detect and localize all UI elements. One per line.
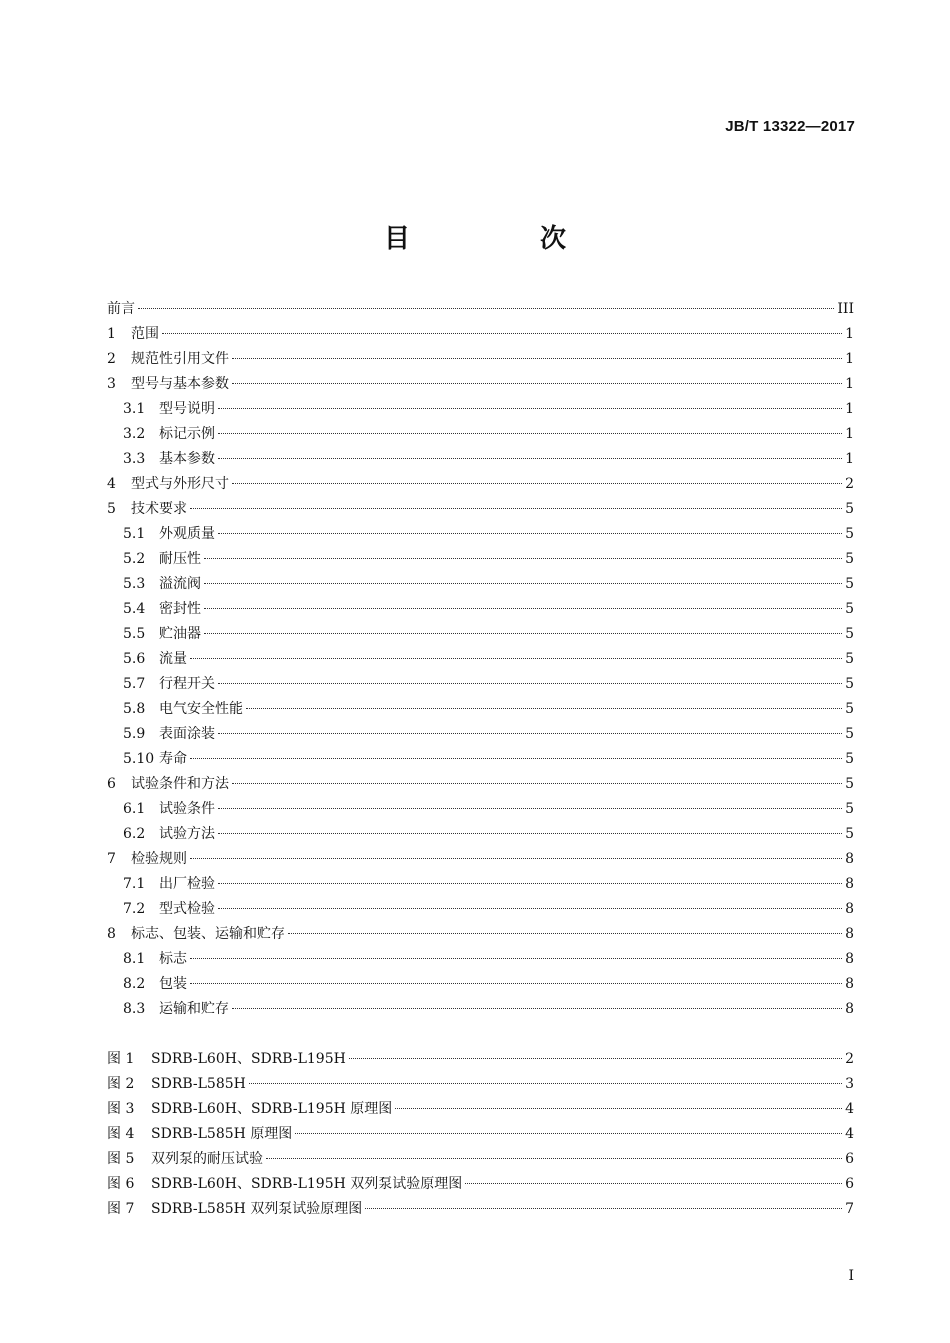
entry-page: 8	[845, 876, 854, 892]
entry-number: 5.4	[123, 601, 146, 617]
entry-page: 5	[845, 551, 854, 567]
figure-entry[interactable]	[107, 1047, 854, 1072]
dot-leader	[190, 858, 842, 859]
entry-label: 基本参数	[159, 451, 215, 467]
entry-page: 7	[845, 1201, 854, 1217]
entry-label: 电气安全性能	[159, 701, 243, 717]
entry-label: SDRB-L60H、SDRB-L195H	[151, 1051, 346, 1067]
entry-page: 5	[845, 526, 854, 542]
toc-entry[interactable]	[107, 322, 854, 347]
toc-entry[interactable]	[107, 772, 854, 797]
dot-leader	[246, 708, 842, 709]
entry-number: 图 3	[107, 1101, 135, 1117]
dot-leader	[232, 383, 842, 384]
entry-number: 图 1	[107, 1051, 135, 1067]
toc-entry[interactable]	[107, 647, 854, 672]
entry-number: 8.3	[123, 1001, 146, 1017]
entry-label: 行程开关	[159, 676, 215, 692]
toc-entry[interactable]	[107, 747, 854, 772]
toc-entry[interactable]	[107, 572, 854, 597]
dot-leader	[218, 883, 842, 884]
dot-leader	[218, 908, 842, 909]
entry-label: SDRB-L585H 双列泵试验原理图	[151, 1201, 363, 1217]
entry-label: 型式检验	[159, 901, 215, 917]
entry-page: 8	[845, 851, 854, 867]
dot-leader	[232, 358, 842, 359]
entry-page: 5	[845, 601, 854, 617]
entry-page: 5	[845, 826, 854, 842]
dot-leader	[266, 1158, 842, 1159]
dot-leader	[138, 308, 834, 309]
entry-label: 运输和贮存	[159, 1001, 229, 1017]
dot-leader	[349, 1058, 842, 1059]
entry-page: 5	[845, 801, 854, 817]
dot-leader	[218, 408, 842, 409]
entry-page: 8	[845, 901, 854, 917]
entry-page: 8	[845, 1001, 854, 1017]
entry-label: 耐压性	[159, 551, 201, 567]
dot-leader	[295, 1133, 842, 1134]
entry-label: 试验方法	[159, 826, 215, 842]
dot-leader	[190, 983, 842, 984]
dot-leader	[218, 808, 842, 809]
dot-leader	[218, 733, 842, 734]
entry-number: 7	[107, 851, 116, 867]
entry-label: 试验条件	[159, 801, 215, 817]
entry-page: 8	[845, 926, 854, 942]
figure-entry[interactable]	[107, 1197, 854, 1222]
entry-number: 4	[107, 476, 116, 492]
entry-label: 贮油器	[159, 626, 201, 642]
entry-label: 范围	[131, 326, 159, 342]
entry-page: 5	[845, 676, 854, 692]
entry-label: 包装	[159, 976, 187, 992]
entry-number: 5	[107, 501, 116, 517]
figure-entry[interactable]	[107, 1122, 854, 1147]
dot-leader	[395, 1108, 842, 1109]
entry-label: SDRB-L585H	[151, 1076, 246, 1092]
toc-entry[interactable]	[107, 697, 854, 722]
toc-entry[interactable]	[107, 797, 854, 822]
entry-number: 3.3	[123, 451, 146, 467]
entry-label: 溢流阀	[159, 576, 201, 592]
dot-leader	[190, 758, 842, 759]
entry-page: 1	[845, 401, 854, 417]
entry-page: 1	[845, 451, 854, 467]
entry-number: 5.1	[123, 526, 146, 542]
standard-code: JB/T 13322—2017	[725, 118, 855, 135]
dot-leader	[232, 1008, 842, 1009]
figure-entry[interactable]	[107, 1097, 854, 1122]
entry-page: 2	[845, 1051, 854, 1067]
toc-entry[interactable]	[107, 472, 854, 497]
entry-number: 8.1	[123, 951, 146, 967]
entry-number: 3	[107, 376, 116, 392]
toc-entry[interactable]	[107, 897, 854, 922]
entry-number: 6.1	[123, 801, 146, 817]
toc-entry[interactable]	[107, 497, 854, 522]
entry-page: 2	[845, 476, 854, 492]
dot-leader	[218, 533, 842, 534]
entry-number: 图 5	[107, 1151, 135, 1167]
dot-leader	[190, 508, 842, 509]
entry-page: 4	[845, 1126, 854, 1142]
entry-label: 寿命	[159, 751, 187, 767]
entry-page: 5	[845, 726, 854, 742]
entry-page: 5	[845, 776, 854, 792]
dot-leader	[249, 1083, 842, 1084]
entry-label: 前言	[107, 301, 135, 317]
entry-page: 5	[845, 626, 854, 642]
dot-leader	[162, 333, 842, 334]
toc-entry[interactable]	[107, 972, 854, 997]
entry-label: 检验规则	[131, 851, 187, 867]
entry-number: 5.9	[123, 726, 146, 742]
entry-label: 出厂检验	[159, 876, 215, 892]
entry-page: 8	[845, 976, 854, 992]
toc-entry[interactable]	[107, 922, 854, 947]
entry-label: 型号与基本参数	[131, 376, 229, 392]
entry-page: 1	[845, 376, 854, 392]
entry-number: 6.2	[123, 826, 146, 842]
entry-number: 图 6	[107, 1176, 135, 1192]
toc-entry[interactable]	[107, 547, 854, 572]
entry-number: 2	[107, 351, 116, 367]
figure-list	[107, 1047, 854, 1222]
toc-entry[interactable]	[107, 397, 854, 422]
dot-leader	[365, 1208, 842, 1209]
entry-number: 图 4	[107, 1126, 135, 1142]
entry-number: 5.6	[123, 651, 146, 667]
dot-leader	[218, 458, 842, 459]
dot-leader	[204, 583, 842, 584]
entry-number: 图 7	[107, 1201, 135, 1217]
entry-page: 6	[845, 1151, 854, 1167]
toc-entry[interactable]	[107, 372, 854, 397]
dot-leader	[232, 483, 842, 484]
entry-label: 技术要求	[131, 501, 187, 517]
entry-label: 流量	[159, 651, 187, 667]
entry-number: 5.5	[123, 626, 146, 642]
entry-page: 5	[845, 651, 854, 667]
toc-entry[interactable]	[107, 597, 854, 622]
entry-number: 5.2	[123, 551, 146, 567]
entry-number: 6	[107, 776, 116, 792]
dot-leader	[232, 783, 842, 784]
toc-entry[interactable]	[107, 297, 854, 322]
toc-entry[interactable]	[107, 347, 854, 372]
entry-number: 3.1	[123, 401, 146, 417]
entry-number: 7.2	[123, 901, 146, 917]
dot-leader	[204, 558, 842, 559]
toc-entry[interactable]	[107, 847, 854, 872]
entry-label: 密封性	[159, 601, 201, 617]
entry-number: 5.3	[123, 576, 146, 592]
entry-page: 8	[845, 951, 854, 967]
entry-number: 3.2	[123, 426, 146, 442]
entry-number: 8.2	[123, 976, 146, 992]
entry-label: SDRB-L60H、SDRB-L195H 原理图	[151, 1101, 393, 1117]
entry-page: 5	[845, 701, 854, 717]
entry-page: 3	[845, 1076, 854, 1092]
toc-entry[interactable]	[107, 872, 854, 897]
dot-leader	[218, 433, 842, 434]
toc-entry[interactable]	[107, 672, 854, 697]
dot-leader	[190, 958, 842, 959]
entry-label: 双列泵的耐压试验	[151, 1151, 263, 1167]
entry-page: 1	[845, 351, 854, 367]
entry-label: 试验条件和方法	[131, 776, 229, 792]
entry-label: 表面涂装	[159, 726, 215, 742]
dot-leader	[204, 608, 842, 609]
figure-entry[interactable]	[107, 1147, 854, 1172]
entry-number: 7.1	[123, 876, 146, 892]
dot-leader	[218, 833, 842, 834]
entry-number: 8	[107, 926, 116, 942]
entry-number: 5.10	[123, 751, 155, 767]
page-title: 目 次	[383, 224, 618, 254]
entry-page: 5	[845, 501, 854, 517]
entry-page: III	[837, 301, 854, 317]
toc-entry[interactable]	[107, 447, 854, 472]
dot-leader	[204, 633, 842, 634]
entry-label: 标志、包装、运输和贮存	[131, 926, 285, 942]
entry-page: 6	[845, 1176, 854, 1192]
entry-number: 1	[107, 326, 116, 342]
entry-number: 5.8	[123, 701, 146, 717]
toc-entry[interactable]	[107, 997, 854, 1022]
entry-label: 规范性引用文件	[131, 351, 229, 367]
entry-label: 型式与外形尺寸	[131, 476, 229, 492]
toc-list	[107, 297, 854, 1022]
toc-entry[interactable]	[107, 522, 854, 547]
toc-entry[interactable]	[107, 422, 854, 447]
toc-entry[interactable]	[107, 822, 854, 847]
entry-page: 1	[845, 426, 854, 442]
toc-entry[interactable]	[107, 722, 854, 747]
entry-page: 5	[845, 751, 854, 767]
entry-page: 5	[845, 576, 854, 592]
entry-page: 4	[845, 1101, 854, 1117]
entry-label: SDRB-L585H 原理图	[151, 1126, 293, 1142]
dot-leader	[218, 683, 842, 684]
toc-entry[interactable]	[107, 622, 854, 647]
entry-page: 1	[845, 326, 854, 342]
figure-entry[interactable]	[107, 1072, 854, 1097]
entry-number: 图 2	[107, 1076, 135, 1092]
entry-number: 5.7	[123, 676, 146, 692]
entry-label: SDRB-L60H、SDRB-L195H 双列泵试验原理图	[151, 1176, 463, 1192]
dot-leader	[190, 658, 842, 659]
dot-leader	[288, 933, 842, 934]
entry-label: 标志	[159, 951, 187, 967]
page-number: I	[848, 1268, 854, 1284]
figure-entry[interactable]	[107, 1172, 854, 1197]
entry-label: 型号说明	[159, 401, 215, 417]
dot-leader	[465, 1183, 842, 1184]
entry-label: 标记示例	[159, 426, 215, 442]
entry-label: 外观质量	[159, 526, 215, 542]
toc-entry[interactable]	[107, 947, 854, 972]
